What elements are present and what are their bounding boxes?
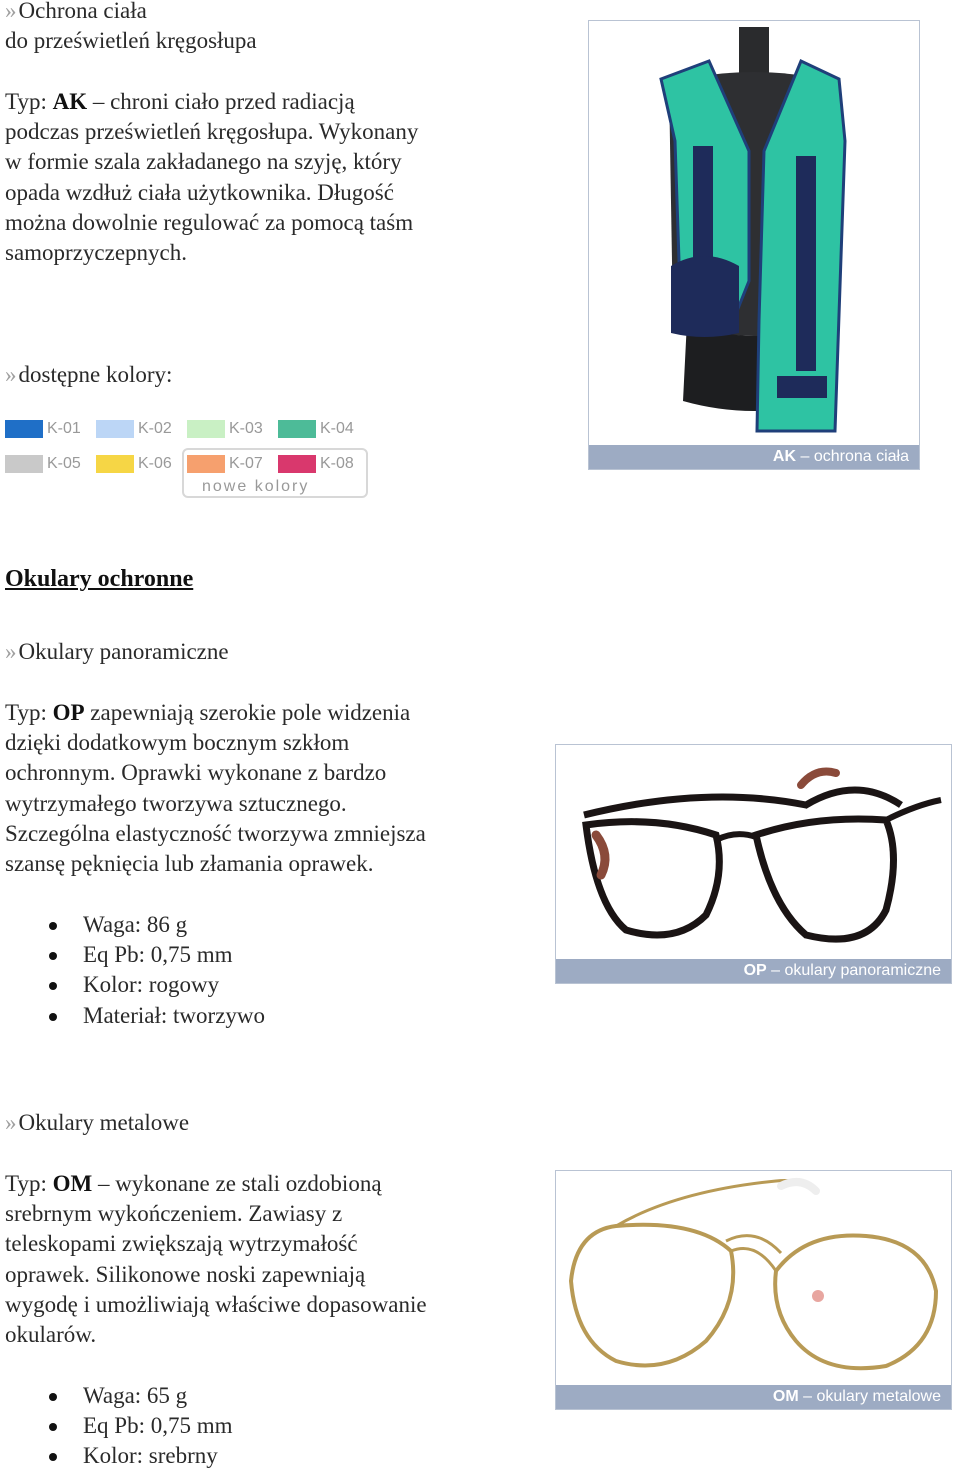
color-swatches: K-01 K-02 K-03 K-04 K-05 K-06 K-07 K-08 nowe kolory — [0, 412, 370, 500]
ak-shield-illustration — [589, 21, 919, 445]
op-specs-list — [5, 910, 265, 1031]
colors-label: »dostępne kolory: — [5, 362, 173, 387]
om-image-caption: OM – okulary metalowe — [556, 1385, 951, 1409]
swatch-k01 — [5, 420, 43, 438]
swatch-k03 — [187, 420, 225, 438]
ak-description: Typ: AK – chroni ciało przed radiacją podczas prześwietleń kręgosłupa. Wykonany w formie szala zakładanego na szyję, który opada wzdłuż ciała użytkownika. Długość można dowolnie regulować za pomocą taśm samoprzyczepnych. — [5, 89, 419, 266]
swatch-k05 — [5, 455, 43, 473]
om-title: »Okulary metalowe — [5, 1110, 190, 1135]
list-item: Kolor: srebrny — [5, 1441, 233, 1471]
ak-image-caption: AK – ochrona ciała — [589, 445, 919, 469]
swatch-k04 — [278, 420, 316, 438]
raquo-icon: » — [5, 639, 17, 664]
swatch-k06 — [96, 455, 134, 473]
list-item: Waga: 86 g — [5, 910, 265, 940]
metal-glasses-illustration — [556, 1171, 951, 1385]
raquo-icon: » — [5, 1110, 17, 1135]
om-description: Typ: OM – wykonane ze stali ozdobioną srebrnym wykończeniem. Zawiasy z teleskopami zwiększają wytrzymałość oprawek. Silikonowe noski zapewniają wygodę i umożliwiają właściwe dopasowanie okularów. — [5, 1171, 427, 1348]
op-title: »Okulary panoramiczne — [5, 639, 229, 664]
raquo-icon: » — [5, 362, 17, 387]
om-specs-list — [5, 1381, 233, 1472]
list-item: Materiał: tworzywo — [5, 1001, 265, 1031]
list-item: Kolor: rogowy — [5, 970, 265, 1000]
list-item: Eq Pb: 0,75 mm — [5, 940, 265, 970]
ak-title: »Ochrona ciała do prześwietleń kręgosłupa — [5, 0, 257, 54]
list-item: Waga: 65 g — [5, 1381, 233, 1411]
swatch-k02 — [96, 420, 134, 438]
panoramic-glasses-illustration — [556, 745, 951, 959]
list-item: Eq Pb: 0,75 mm — [5, 1411, 233, 1441]
raquo-icon: » — [5, 0, 17, 23]
om-product-image — [555, 1170, 952, 1410]
new-colors-label: nowe kolory — [198, 478, 313, 496]
ak-product-image — [588, 20, 920, 470]
op-image-caption: OP – okulary panoramiczne — [556, 959, 951, 983]
op-product-image — [555, 744, 952, 984]
section-heading-goggles: Okulary ochronne — [5, 566, 194, 592]
op-description: Typ: OP zapewniają szerokie pole widzenia dzięki dodatkowym bocznym szkłom ochronnym. Oprawki wykonane z bardzo wytrzymałego tworzywa sztucznego. Szczególna elastyczność tworzywa zmniejsza szansę pęknięcia lub złamania oprawek. — [5, 700, 426, 877]
